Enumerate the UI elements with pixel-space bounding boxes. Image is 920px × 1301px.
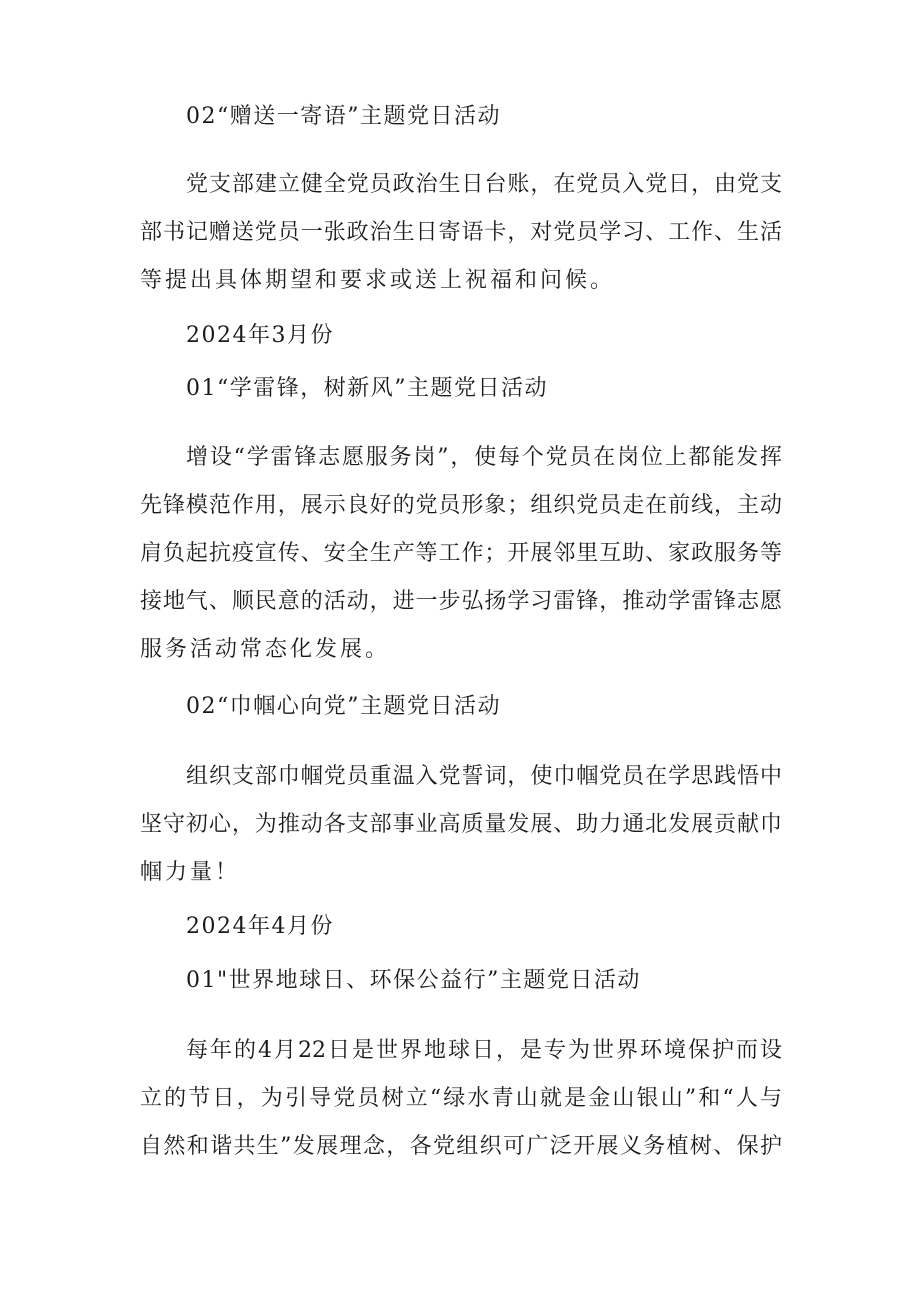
- paragraph-line: 每年的4月22日是世界地球日，是专为世界环境保护而设: [186, 1038, 782, 1063]
- paragraph-line: 增设“学雷锋志愿服务岗”，使每个党员在岗位上都能发挥: [186, 445, 782, 470]
- section-heading: 01“学雷锋，树新风”主题党日活动: [186, 376, 548, 401]
- paragraph-line: 肩负起抗疫宣传、安全生产等工作；开展邻里互助、家政服务等: [140, 541, 782, 566]
- paragraph-line: 立的节日，为引导党员树立“绿水青山就是金山银山”和“人与: [140, 1086, 782, 1111]
- paragraph-line: 部书记赠送党员一张政治生日寄语卡，对党员学习、工作、生活: [140, 220, 782, 245]
- paragraph-line: 先锋模范作用，展示良好的党员形象；组织党员走在前线，主动: [140, 493, 782, 518]
- paragraph-line: 接地气、顺民意的活动，进一步弘扬学习雷锋，推动学雷锋志愿: [140, 589, 782, 614]
- paragraph-line: 服务活动常态化发展。: [140, 637, 391, 662]
- paragraph-line: 坚守初心，为推动各支部事业高质量发展、助力通北发展贡献巾: [140, 812, 782, 837]
- paragraph-line: 组织支部巾帼党员重温入党誓词，使巾帼党员在学思践悟中: [186, 764, 782, 789]
- paragraph-line: 帼力量！: [140, 860, 241, 885]
- paragraph-line: 等提出具体期望和要求或送上祝福和问候。: [140, 268, 616, 293]
- section-heading: 02“赠送一寄语”主题党日活动: [186, 104, 501, 129]
- month-heading: 2024年3月份: [186, 323, 334, 348]
- paragraph-line: 自然和谐共生”发展理念，各党组织可广泛开展义务植树、保护: [140, 1134, 782, 1159]
- month-heading: 2024年4月份: [186, 914, 334, 939]
- section-heading: 01"世界地球日、环保公益行”主题党日活动: [186, 968, 641, 993]
- paragraph-line: 党支部建立健全党员政治生日台账，在党员入党日，由党支: [186, 172, 782, 197]
- section-heading: 02“巾帼心向党”主题党日活动: [186, 694, 501, 719]
